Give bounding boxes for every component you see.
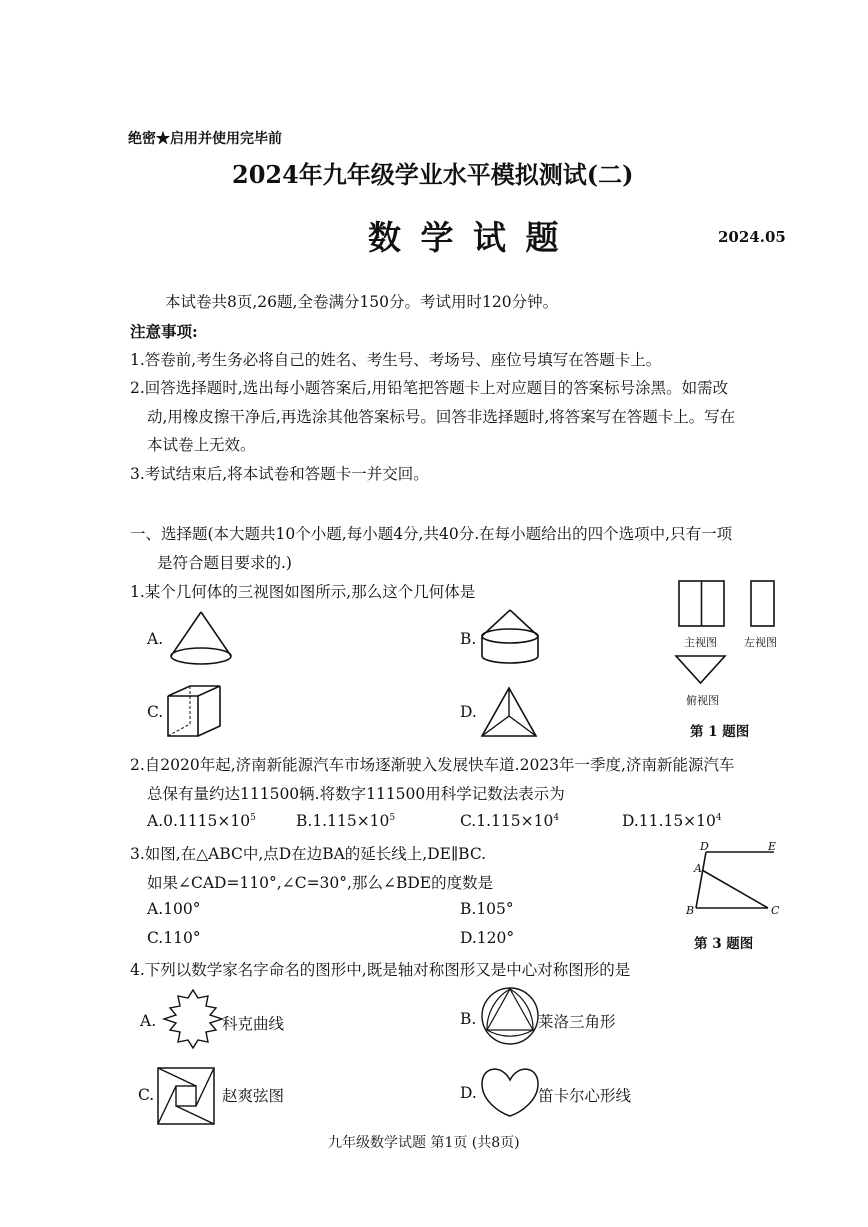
top-view-figure: [675, 655, 727, 685]
left-view-label: 左视图: [744, 636, 777, 649]
point-a-label: A: [694, 862, 702, 875]
intro-text: 本试卷共8页,26题,全卷满分150分。考试用时120分钟。: [165, 293, 559, 311]
q3-option-b: B.105°: [460, 900, 514, 918]
cardioid-figure: [480, 1066, 540, 1118]
q4-option-b-name: 莱洛三角形: [538, 1013, 616, 1031]
cone-on-cylinder-figure: [478, 608, 542, 666]
q1-option-c-label: C.: [147, 703, 164, 721]
q3-option-d: D.120°: [460, 929, 515, 947]
exam-title: 2024年九年级学业水平模拟测试(二): [232, 160, 634, 189]
q1-option-d-label: D.: [460, 703, 477, 721]
point-d-label: D: [700, 840, 709, 853]
exam-date: 2024.05: [718, 228, 786, 246]
zhao-shuang-diagram-figure: [156, 1066, 218, 1128]
point-e-label: E: [768, 840, 777, 853]
triangle-figure: [686, 838, 786, 918]
q4-option-c-label: C.: [138, 1086, 155, 1104]
note-2c: 本试卷上无效。: [147, 436, 256, 454]
section1-line2: 是符合题目要求的.): [157, 554, 292, 572]
q2-line1: 2.自2020年起,济南新能源汽车市场逐渐驶入发展快车道.2023年一季度,济南新能源汽车: [130, 756, 735, 774]
q1-option-b-label: B.: [460, 630, 477, 648]
q2-option-c: $C.1.115\times 10^4$: [460, 812, 560, 830]
note-1: 1.答卷前,考生务必将自己的姓名、考生号、考场号、座位号填写在答题卡上。: [130, 351, 662, 369]
q1-caption: 第 1 题图: [690, 724, 750, 740]
left-view-figure: [750, 580, 776, 628]
front-view-label: 主视图: [684, 636, 717, 649]
q2-option-a: $A.0.1115\times 10^5$: [147, 812, 256, 830]
q3-option-a: A.100°: [147, 900, 201, 918]
q3-line1: 3.如图,在△ABC中,点D在边BA的延长线上,DE∥BC.: [130, 845, 487, 863]
notes-heading: 注意事项:: [130, 322, 198, 341]
q4-option-d-label: D.: [460, 1084, 477, 1102]
page-footer: 九年级数学试题 第1页 (共8页): [328, 1135, 520, 1151]
q3-option-c: C.110°: [147, 929, 201, 947]
pyramid-figure: [480, 686, 538, 738]
q4-option-b-label: B.: [460, 1010, 477, 1028]
q4-option-a-label: A.: [140, 1012, 157, 1030]
top-view-label: 俯视图: [686, 694, 719, 707]
q2-option-d: $D.11.15\times 10^4$: [622, 812, 722, 830]
q3-line2: 如果∠CAD=110°,∠C=30°,那么∠BDE的度数是: [147, 874, 494, 892]
q1-option-a-label: A.: [147, 630, 164, 648]
subject-title: 数 学 试 题: [368, 218, 563, 257]
secret-label: 绝密★启用并使用完毕前: [128, 131, 282, 147]
cone-figure: [168, 610, 234, 666]
q3-caption: 第 3 题图: [694, 936, 754, 952]
note-2b: 动,用橡皮擦干净后,再选涂其他答案标号。回答非选择题时,将答案写在答题卡上。写在: [147, 408, 736, 426]
koch-curve-figure: [160, 988, 226, 1050]
q4-option-a-name: 科克曲线: [222, 1015, 285, 1033]
q2-line2: 总保有量约达111500辆.将数字111500用科学记数法表示为: [147, 785, 565, 803]
triangular-prism-figure: [166, 684, 222, 740]
q4-option-d-name: 笛卡尔心形线: [538, 1087, 632, 1105]
q2-option-b: $B.1.115\times 10^5$: [296, 812, 396, 830]
section1-line1: 一、选择题(本大题共10个小题,每小题4分,共40分.在每小题给出的四个选项中,只有一项: [130, 525, 733, 543]
note-3: 3.考试结束后,将本试卷和答题卡一并交回。: [130, 465, 429, 483]
point-b-label: B: [686, 904, 695, 917]
front-view-figure: [678, 580, 726, 628]
note-2a: 2.回答选择题时,选出每小题答案后,用铅笔把答题卡上对应题目的答案标号涂黑。如需改: [130, 379, 729, 397]
q1-stem: 1.某个几何体的三视图如图所示,那么这个几何体是: [130, 583, 476, 601]
point-c-label: C: [771, 904, 780, 917]
q4-option-c-name: 赵爽弦图: [222, 1087, 285, 1105]
q4-stem: 4.下列以数学家名字命名的图形中,既是轴对称图形又是中心对称图形的是: [130, 961, 631, 979]
reuleaux-triangle-figure: [480, 986, 540, 1046]
